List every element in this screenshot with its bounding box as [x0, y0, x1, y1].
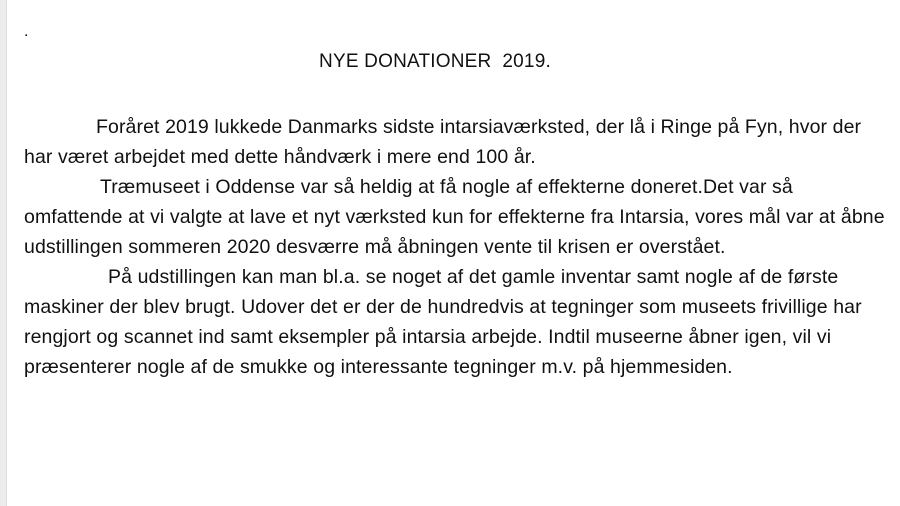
- stray-dot: .: [24, 23, 29, 40]
- paragraph-2: Træmuseet i Oddense var så heldig at få nogle af effekterne doneret.Det var så omfattende at vi valgte at lave et nyt værksted kun for effekterne fra Intarsia, vores mål var at åbne udstillingen sommeren 2020 desværre må åbningen vente til krisen er overstået.: [24, 176, 885, 258]
- document-body: [24, 112, 890, 382]
- document-title: NYE DONATIONER 2019.: [319, 51, 551, 72]
- paragraph-3: På udstillingen kan man bl.a. se noget af det gamle inventar samt nogle af de første maskiner der blev brugt. Udover det er der de hundredvis at tegninger som museets frivillige har rengjort og scannet ind samt eksempler på intarsia arbejde. Indtil museerne åbner igen, vil vi præsenterer nogle af de smukke og interessante tegninger m.v. på hjemmesiden.: [24, 266, 862, 378]
- left-edge-strip: [0, 0, 7, 506]
- paragraph-1: Foråret 2019 lukkede Danmarks sidste intarsiaværksted, der lå i Ringe på Fyn, hvor der har været arbejdet med dette håndværk i mere end 100 år.: [24, 116, 862, 168]
